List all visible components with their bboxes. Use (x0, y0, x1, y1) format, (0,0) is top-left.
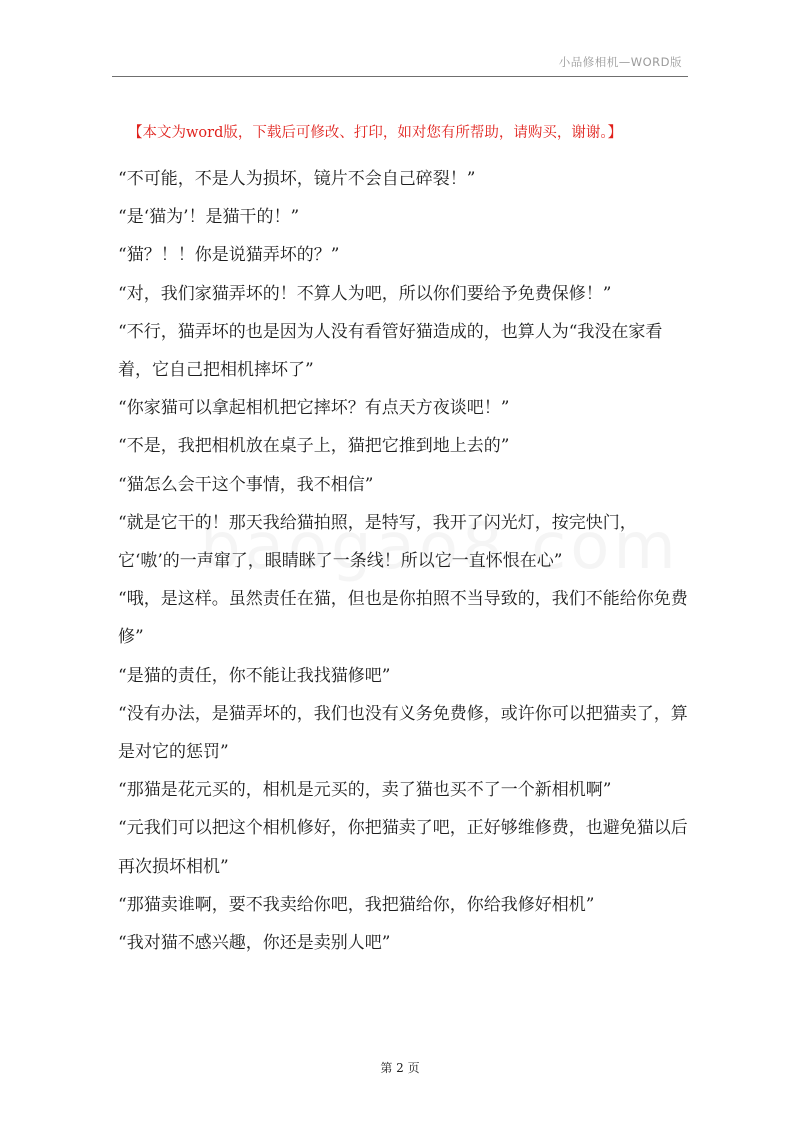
purchase-notice: 【本文为word版，下载后可修改、打印，如对您有所帮助，请购买，谢谢。】 (128, 125, 623, 141)
dialogue-line: “不是，我把相机放在桌子上，猫把它推到地上去的” (118, 436, 510, 457)
dialogue-line: “不可能，不是人为损坏，镜片不会自己碎裂！” (118, 169, 476, 189)
dialogue-line: “那猫卖谁啊，要不我卖给你吧，我把猫给你，你给我修好相机” (118, 894, 595, 915)
dialogue-line: “我对猫不感兴趣，你还是卖别人吧” (118, 933, 391, 954)
dialogue-line: “哦，是这样。虽然责任在猫，但也是你拍照不当导致的，我们不能给你免费修” (118, 589, 688, 648)
dialogue-body (118, 160, 688, 962)
dialogue-line: “你家猫可以拿起相机把它摔坏？有点天方夜谈吧！” (118, 398, 510, 419)
dialogue-line: “那猫是花元买的，相机是元买的，卖了猫也买不了一个新相机啊” (118, 780, 612, 801)
header-rule (112, 76, 688, 77)
dialogue-line: “不行，猫弄坏的也是因为人没有看管好猫造成的，也算人为“我没在家看着，它自己把相机摔坏了” (118, 321, 663, 381)
dialogue-line: “元我们可以把这个相机修好，你把猫卖了吧，正好够维修费，也避免猫以后再次损坏相机” (118, 818, 688, 877)
page-number: 第 2 页 (380, 1061, 420, 1075)
dialogue-line: “没有办法，是猫弄坏的，我们也没有义务免费修，或许你可以把猫卖了，算是对它的惩罚” (118, 703, 688, 763)
dialogue-line: “对，我们家猫弄坏的！不算人为吧，所以你们要给予免费保修！” (118, 283, 612, 304)
running-header: 小品修相机—WORD版 (558, 55, 682, 69)
dialogue-line: “是‘猫为’！是猫干的！” (118, 207, 300, 228)
dialogue-line: “是猫的责任，你不能让我找猫修吧” (118, 665, 391, 686)
dialogue-line: “猫怎么会干这个事情，我不相信” (118, 474, 374, 495)
dialogue-line: “就是它干的！那天我给猫拍照，是特写，我开了闪光灯，按完快门，它‘嗷’的一声窜了，眼睛眯了一条线！所以它一直怀恨在心” (118, 512, 637, 572)
dialogue-line: “猫？！！你是说猫弄坏的？” (118, 245, 340, 266)
